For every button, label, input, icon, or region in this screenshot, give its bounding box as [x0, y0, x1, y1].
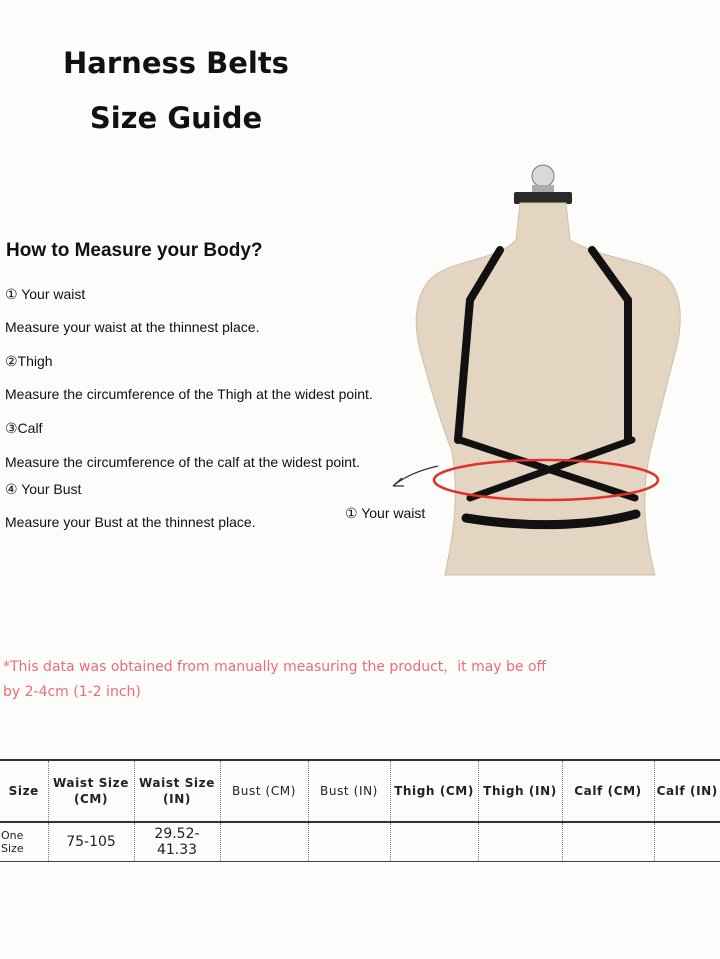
header-bust-cm: Bust (CM)	[220, 760, 308, 822]
cell-calf-in	[654, 822, 720, 861]
header-calf-in: Calf (IN)	[656, 784, 718, 798]
cell-bust-in	[308, 822, 390, 861]
waist-arrow	[393, 466, 438, 486]
step-calf-text: Measure the circumference of the calf at the widest point.	[5, 454, 360, 470]
cell-thigh-cm	[390, 822, 478, 861]
header-calf-cm: Calf (CM)	[562, 760, 654, 822]
cell-bust-cm	[220, 822, 308, 861]
measure-heading: How to Measure your Body?	[6, 240, 263, 261]
cell-calf-cm	[562, 822, 654, 861]
header-size: Size	[0, 760, 48, 822]
measurement-note: *This data was obtained from manually measuring the product，it may be off by 2-4cm (1-2 inch)	[3, 659, 547, 700]
size-table	[0, 759, 720, 862]
cell-size: One Size	[0, 822, 48, 861]
cell-waist-in: 29.52-41.33	[134, 822, 220, 861]
mannequin-figure	[380, 150, 720, 590]
step-waist-text: Measure your waist at the thinnest place.	[5, 319, 260, 335]
cell-thigh-in	[478, 822, 562, 861]
header-waist-in: Waist Size (IN)	[134, 760, 220, 822]
header-thigh-cm: Thigh (CM)	[390, 760, 478, 822]
step-waist-label: ① Your waist	[5, 286, 86, 302]
figure-waist-label: ① Your waist	[345, 505, 426, 521]
cell-waist-cm: 75-105	[48, 822, 134, 861]
mannequin-cap	[514, 165, 572, 204]
table-header-row	[0, 760, 720, 822]
step-thigh-text: Measure the circumference of the Thigh at the widest point.	[5, 386, 373, 402]
title-line-1: Harness Belts	[63, 46, 289, 80]
header-thigh-in: Thigh (IN)	[478, 760, 562, 822]
header-waist-cm: Waist Size (CM)	[48, 760, 134, 822]
step-thigh-label: ②Thigh	[5, 353, 53, 369]
mannequin-torso	[416, 203, 680, 575]
step-bust-label: ④ Your Bust	[5, 481, 82, 497]
header-bust-in: Bust (IN)	[308, 760, 390, 822]
step-calf-label: ③Calf	[5, 420, 43, 436]
title-line-2: Size Guide	[89, 101, 263, 135]
step-bust-text: Measure your Bust at the thinnest place.	[5, 514, 256, 530]
table-row	[0, 822, 720, 861]
